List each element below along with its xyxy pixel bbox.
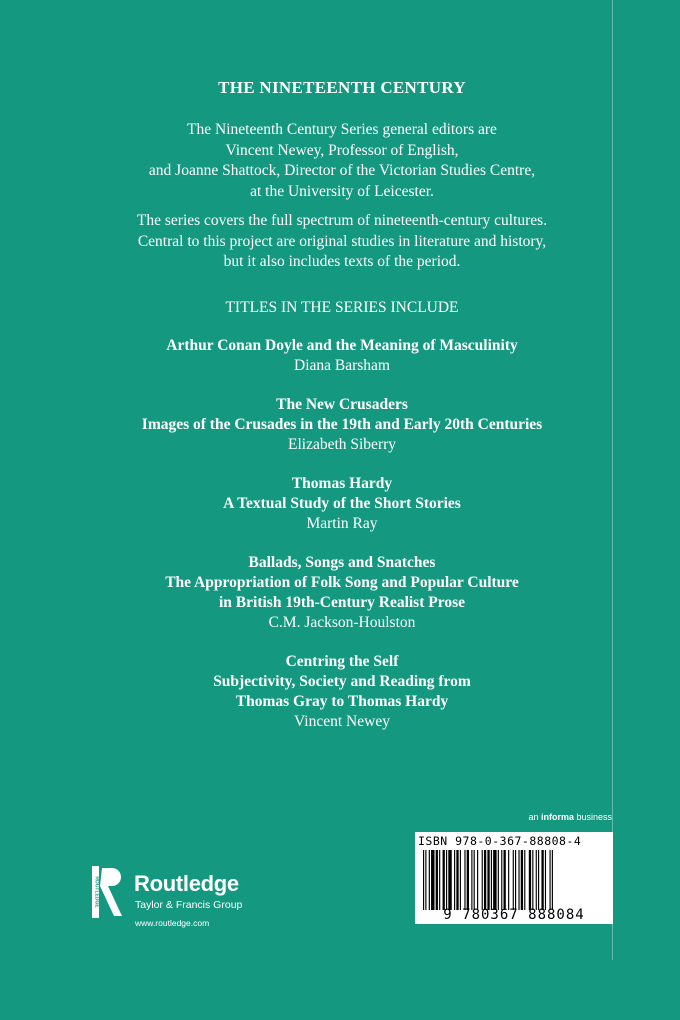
barcode-bar [439,850,440,910]
barcode-bar [552,850,553,910]
barcode-bar [493,850,496,910]
isbn-barcode [415,832,613,924]
barcode-bar [550,850,551,910]
barcode-bar [425,850,426,910]
barcode-bar [538,850,539,910]
barcode-bar [467,850,469,910]
routledge-r-mark-icon [90,864,128,920]
series-title: THE NINETEENTH CENTURY [218,78,466,97]
book-subtitle: The Appropriation of Folk Song and Popular Culture [165,573,519,591]
scope-line: but it also includes texts of the period. [223,253,461,270]
book-author: Vincent Newey [294,712,390,730]
cover-text [60,78,624,751]
book-title: Centring the Self [285,652,399,670]
publisher-url: www.routledge.com [135,918,210,928]
barcode-bar [541,850,543,910]
barcode-bar [454,850,455,910]
scope-paragraph [60,211,624,273]
routledge-vertical-mark: ROUTLEDGE [93,876,100,908]
book-title: The New Crusaders [276,395,408,413]
barcode-bar [521,850,523,910]
informa-suffix: business [573,812,612,822]
book-author: C.M. Jackson-Houlston [268,613,416,631]
editors-line: Vincent Newey, Professor of English, [225,141,459,159]
book-subtitle: A Textual Study of the Short Stories [223,494,461,512]
barcode-bar [460,850,461,910]
barcode-bar [474,850,475,910]
informa-business-label [512,812,612,822]
barcode-bar [443,850,445,910]
barcode-bar [436,850,438,910]
barcode-bar [464,850,465,910]
book-subtitle: Images of the Crusades in the 19th and Early 20th Centuries [141,415,543,433]
barcode-bar [515,850,516,910]
book-entry [60,474,624,534]
barcode-bar [529,850,531,910]
book-author: Elizabeth Siberry [287,435,397,453]
barcode-bar [477,850,478,910]
barcode-bar [431,850,434,910]
book-entry [60,553,624,633]
barcode-bar [482,850,483,910]
book-subtitle: in British 19th-Century Realist Prose [219,593,465,611]
barcode-digits: 9 780367 888084 [443,907,585,923]
book-entry [60,395,624,455]
book-title: Arthur Conan Doyle and the Meaning of Masculinity [166,336,518,354]
barcode-bar [487,850,489,910]
book-subtitle: Thomas Gray to Thomas Hardy [235,692,449,710]
book-entry [60,336,624,376]
informa-prefix: an [528,812,541,822]
barcode-bars [423,850,609,910]
barcode-bar [504,850,506,910]
informa-brand: informa [540,812,574,822]
scope-line: The series covers the full spectrum of nineteenth-century cultures. [136,212,548,229]
barcode-bar [545,850,546,910]
book-title: Thomas Hardy [291,474,393,492]
book-author: Diana Barsham [294,356,390,374]
scope-line: Central to this project are original studies in literature and history, [137,232,547,250]
titles-heading: TITLES IN THE SERIES INCLUDE [225,298,459,316]
barcode-bar [532,850,533,910]
editors-line: The Nineteenth Century Series general editors are [187,121,497,138]
book-author: Martin Ray [306,514,378,532]
barcode-bar [524,850,525,910]
barcode-bar [513,850,514,910]
barcode-bar [423,850,424,910]
routledge-logo [90,864,290,934]
editors-line: at the University of Leicester. [250,182,434,200]
barcode-bar [501,850,502,910]
book-subtitle: Subjectivity, Society and Reading from [213,672,471,690]
publisher-name: Routledge [134,871,239,896]
barcode-bar [471,850,472,910]
book-title: Ballads, Songs and Snatches [248,553,436,571]
barcode-bar [491,850,492,910]
editors-line: and Joanne Shattock, Director of the Victorian Studies Centre, [148,162,536,179]
barcode-bar [498,850,499,910]
publisher-group: Taylor & Francis Group [135,899,243,911]
book-entry [60,652,624,732]
barcode-bar [536,850,537,910]
barcode-bar [484,850,486,910]
barcode-bar [508,850,509,910]
barcode-bar [456,850,458,910]
barcode-bar [446,850,447,910]
barcode-bar [518,850,519,910]
isbn-text: ISBN 978-0-367-88808-4 [418,834,582,848]
barcode-bar [448,850,451,910]
barcode-bar [429,850,430,910]
editors-paragraph [60,120,624,202]
